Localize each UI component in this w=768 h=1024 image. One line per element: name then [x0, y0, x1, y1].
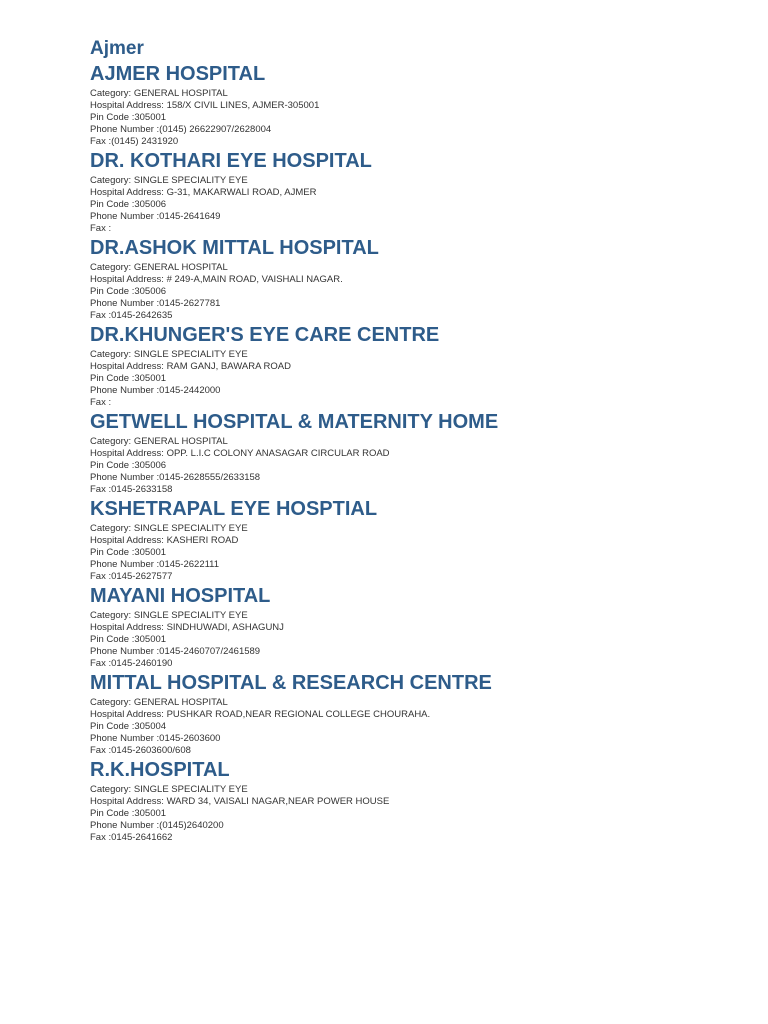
hospital-address: Hospital Address: WARD 34, VAISALI NAGAR,NEAR POWER HOUSE	[90, 796, 390, 807]
hospital-entry	[90, 409, 750, 496]
hospital-pin-code: Pin Code :305006	[90, 286, 167, 297]
hospital-fax: Fax :0145-2603600/608	[90, 745, 191, 756]
hospital-phone: Phone Number :0145-2622111	[90, 559, 220, 570]
hospital-category: Category: GENERAL HOSPITAL	[90, 262, 228, 273]
hospital-name: KSHETRAPAL EYE HOSPTIAL	[90, 498, 378, 520]
hospital-fax: Fax :0145-2642635	[90, 310, 173, 321]
hospital-address: Hospital Address: PUSHKAR ROAD,NEAR REGIONAL COLLEGE CHOURAHA.	[90, 709, 431, 720]
hospital-entry	[90, 322, 750, 409]
hospital-name: DR.KHUNGER'S EYE CARE CENTRE	[90, 324, 440, 346]
hospital-name: MAYANI HOSPITAL	[90, 585, 271, 607]
hospital-address: Hospital Address: KASHERI ROAD	[90, 535, 239, 546]
hospital-entry	[90, 148, 750, 235]
hospital-pin-code: Pin Code :305001	[90, 547, 167, 558]
hospital-address: Hospital Address: RAM GANJ, BAWARA ROAD	[90, 361, 291, 372]
hospital-entry	[90, 670, 750, 757]
hospital-pin-code: Pin Code :305001	[90, 373, 167, 384]
hospital-entry	[90, 235, 750, 322]
hospital-name: DR. KOTHARI EYE HOSPITAL	[90, 150, 372, 172]
hospital-pin-code: Pin Code :305001	[90, 634, 167, 645]
hospital-phone: Phone Number :0145-2628555/2633158	[90, 472, 261, 483]
hospital-fax: Fax :(0145) 2431920	[90, 136, 179, 147]
hospital-name: GETWELL HOSPITAL & MATERNITY HOME	[90, 411, 499, 433]
hospital-entry	[90, 61, 750, 148]
hospital-fax: Fax :	[90, 397, 112, 408]
hospital-name: DR.ASHOK MITTAL HOSPITAL	[90, 237, 379, 259]
hospital-phone: Phone Number :0145-2442000	[90, 385, 221, 396]
city-heading: Ajmer	[90, 38, 144, 59]
hospital-phone: Phone Number :0145-2460707/2461589	[90, 646, 261, 657]
hospital-address: Hospital Address: # 249-A,MAIN ROAD, VAISHALI NAGAR.	[90, 274, 343, 285]
hospital-pin-code: Pin Code :305004	[90, 721, 167, 732]
hospital-entry	[90, 757, 750, 844]
hospital-address: Hospital Address: SINDHUWADI, ASHAGUNJ	[90, 622, 284, 633]
hospital-fax: Fax :0145-2627577	[90, 571, 173, 582]
hospital-category: Category: GENERAL HOSPITAL	[90, 436, 228, 447]
hospital-category: Category: SINGLE SPECIALITY EYE	[90, 349, 248, 360]
hospital-name: AJMER HOSPITAL	[90, 63, 266, 85]
hospital-pin-code: Pin Code :305006	[90, 460, 167, 471]
hospital-fax: Fax :0145-2460190	[90, 658, 173, 669]
hospital-category: Category: GENERAL HOSPITAL	[90, 697, 228, 708]
hospital-entry	[90, 583, 750, 670]
hospital-address: Hospital Address: OPP. L.I.C COLONY ANASAGAR CIRCULAR ROAD	[90, 448, 390, 459]
hospital-phone: Phone Number :(0145) 26622907/2628004	[90, 124, 272, 135]
hospital-fax: Fax :	[90, 223, 112, 234]
hospital-fax: Fax :0145-2641662	[90, 832, 173, 843]
hospital-pin-code: Pin Code :305001	[90, 808, 167, 819]
hospital-category: Category: SINGLE SPECIALITY EYE	[90, 175, 248, 186]
hospital-pin-code: Pin Code :305006	[90, 199, 167, 210]
hospital-address: Hospital Address: G-31, MAKARWALI ROAD, AJMER	[90, 187, 317, 198]
hospital-list	[90, 61, 750, 844]
hospital-name: R.K.HOSPITAL	[90, 759, 230, 781]
hospital-category: Category: SINGLE SPECIALITY EYE	[90, 523, 248, 534]
hospital-category: Category: GENERAL HOSPITAL	[90, 88, 228, 99]
hospital-phone: Phone Number :0145-2641649	[90, 211, 221, 222]
hospital-address: Hospital Address: 158/X CIVIL LINES, AJMER-305001	[90, 100, 320, 111]
hospital-phone: Phone Number :0145-2603600	[90, 733, 221, 744]
hospital-category: Category: SINGLE SPECIALITY EYE	[90, 784, 248, 795]
hospital-pin-code: Pin Code :305001	[90, 112, 167, 123]
hospital-phone: Phone Number :0145-2627781	[90, 298, 221, 309]
hospital-category: Category: SINGLE SPECIALITY EYE	[90, 610, 248, 621]
hospital-phone: Phone Number :(0145)2640200	[90, 820, 224, 831]
hospital-directory-page	[90, 37, 750, 844]
hospital-fax: Fax :0145-2633158	[90, 484, 173, 495]
hospital-name: MITTAL HOSPITAL & RESEARCH CENTRE	[90, 672, 492, 694]
hospital-entry	[90, 496, 750, 583]
